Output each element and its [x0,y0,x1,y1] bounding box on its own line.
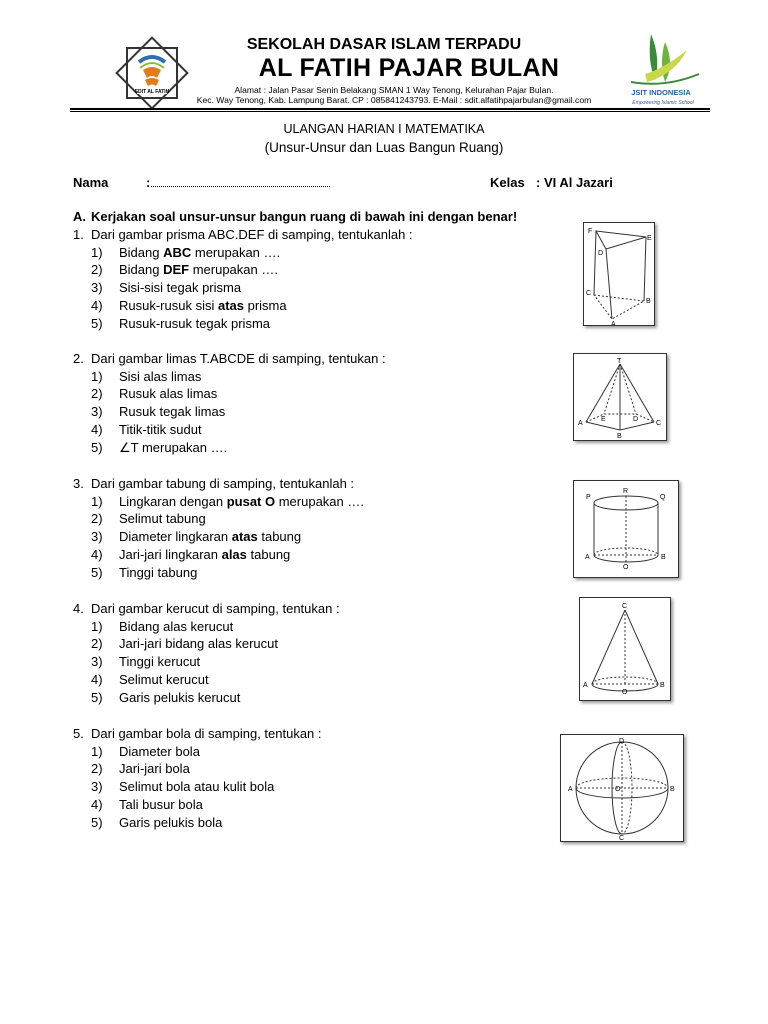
logo-left-text: SDIT AL FATIH [134,89,170,95]
sub-item-number: 3) [91,654,103,670]
prism-label-e: E [647,235,652,242]
cylinder-label-r: R [623,488,629,495]
sphere-label-a: A [568,786,573,793]
sub-item-number: 5) [91,689,103,705]
cylinder-label-p: P [586,494,591,501]
cone-label-a: A [583,682,588,689]
sphere-label-o: O [615,786,621,793]
sub-item-pre: Selimut kerucut [119,671,209,687]
sub-item-pre: ∠T merupakan …. [119,439,228,455]
prism-label-c: C [586,290,592,297]
class-label: Kelas [490,175,525,190]
sub-item-pre: Garis pelukis kerucut [119,689,241,705]
cone-figure [579,597,671,701]
sub-item-number: 1) [91,368,103,384]
sub-item-number: 4) [91,297,103,313]
sub-item-pre: Bidang alas kerucut [119,618,234,634]
sub-item-pre: Sisi alas limas [119,368,202,384]
sub-item-text [119,245,280,261]
sub-item-text [119,797,203,813]
name-colon: : [146,175,151,190]
sub-item-text [119,280,241,296]
sub-item-number: 2) [91,262,103,278]
sub-item-post: tabung [246,546,291,562]
exam-title: ULANGAN HARIAN I MATEMATIKA [283,122,485,136]
sub-item-text [119,386,217,402]
pyramid-label-t: T [617,358,622,365]
sub-item-pre: Titik-titik sudut [119,421,202,437]
pyramid-label-a: A [578,420,583,427]
sub-item-post: merupakan …. [189,262,278,278]
section-letter: A. [73,209,86,224]
sub-item-text [119,636,278,652]
class-value: : VI Al Jazari [536,175,613,190]
question-number: 1. [73,227,84,242]
sub-item-text [119,744,200,760]
sub-item-pre: Selimut bola atau kulit bola [119,779,275,795]
pyramid-label-b: B [617,433,622,440]
sub-item-text [119,672,209,688]
sub-item-number: 2) [91,386,103,402]
sub-item-text [119,298,287,314]
sub-item-number: 5) [91,315,103,331]
sub-item-number: 5) [91,564,103,580]
sub-item-number: 3) [91,529,103,545]
sub-item-pre: Rusuk-rusuk sisi [119,297,218,313]
header-rule-thick [70,108,710,110]
sub-item-pre: Diameter lingkaran [119,529,232,545]
sub-item-number: 1) [91,743,103,759]
sub-item-pre: Jari-jari bola [119,761,190,777]
cone-label-b: B [660,682,665,689]
sub-item-pre: Lingkaran dengan [119,493,227,509]
sub-item-pre: Tinggi tabung [119,564,198,580]
sub-item-number: 2) [91,761,103,777]
sub-item-bold: atas [217,297,244,313]
sub-item-bold: alas [221,546,247,562]
sub-item-pre: Garis pelukis bola [119,814,223,830]
sub-item-pre: Diameter bola [119,743,200,759]
sub-item-number: 3) [91,779,103,795]
sub-item-number: 2) [91,636,103,652]
pyramid-label-e: E [601,416,606,423]
sub-item-post: tabung [257,529,302,545]
question-number: 2. [73,351,84,366]
sub-item-number: 1) [91,244,103,260]
prism-label-a: A [611,321,616,325]
sub-item-number: 4) [91,796,103,812]
sub-item-text [119,404,225,420]
sub-item-pre: Tinggi kerucut [119,654,201,670]
sphere-label-b: B [670,786,675,793]
sub-item-text [119,440,227,456]
sub-item-number: 3) [91,404,103,420]
question-number: 3. [73,476,84,491]
sub-item-text [119,565,197,581]
sub-item-text [119,815,222,831]
sub-item-bold: atas [231,529,258,545]
cylinder-label-a: A [585,554,590,561]
sub-item-pre: Rusuk-rusuk tegak prisma [119,315,270,331]
name-blank-line[interactable] [151,186,330,187]
question-number: 4. [73,601,84,616]
sub-item-text [119,262,278,278]
sub-item-text [119,494,364,510]
sub-item-number: 3) [91,280,103,296]
sub-item-bold: ABC [163,244,192,260]
name-label: Nama [73,175,109,190]
header-rule-thin [70,111,710,112]
sub-item-text [119,761,190,777]
sub-item-number: 1) [91,493,103,509]
sub-item-number: 5) [91,439,103,455]
sub-item-number: 1) [91,618,103,634]
cylinder-label-o: O [623,564,629,571]
sub-item-number: 2) [91,511,103,527]
sub-item-text [119,654,200,670]
sub-item-pre: Sisi-sisi tegak prisma [119,280,242,296]
sub-item-number: 4) [91,421,103,437]
sub-item-text [119,511,206,527]
sub-item-bold: pusat O [226,493,276,509]
sub-item-text [119,779,274,795]
section-instruction: Kerjakan soal unsur-unsur bangun ruang di bawah ini dengan benar! [91,209,518,224]
prism-label-d: D [598,250,604,257]
logo-right-tagline: Empowering Islamic School [632,100,694,106]
pyramid-figure [573,353,667,441]
prism-label-b: B [646,298,651,305]
sub-item-text [119,422,202,438]
sub-item-bold: DEF [163,262,190,278]
school-type: SEKOLAH DASAR ISLAM TERPADU [246,36,522,53]
sphere-figure [560,734,684,842]
sub-item-pre: Bidang [119,244,164,260]
question-number: 5. [73,726,84,741]
question-text: Dari gambar tabung di samping, tentukanlah : [91,476,355,491]
cylinder-label-q: Q [660,494,666,501]
sub-item-pre: Jari-jari lingkaran [119,546,222,562]
school-name: AL FATIH PAJAR BULAN [258,54,560,82]
cylinder-figure [573,480,679,578]
sub-item-text [119,316,270,332]
sub-item-pre: Selimut tabung [119,511,206,527]
sub-item-number: 4) [91,671,103,687]
question-text: Dari gambar limas T.ABCDE di samping, tentukan : [91,351,386,366]
sub-item-pre: Rusuk tegak limas [119,404,226,420]
pyramid-label-d: D [633,416,639,423]
sub-item-post: merupakan …. [191,244,281,260]
sub-item-pre: Rusuk alas limas [119,386,218,402]
pyramid-label-c: C [656,420,662,427]
logo-right-title: JSIT INDONESIA [631,88,691,97]
sub-item-pre: Bidang [119,262,164,278]
sub-item-post: prisma [244,297,287,313]
cone-label-c: C [622,603,628,610]
sub-item-text [119,619,233,635]
school-address-line2: Kec. Way Tenong, Kab. Lampung Barat. CP : 085841243793. E-Mail : sdit.alfatihpajarbulan@gmail.com [196,95,592,105]
exam-subtitle: (Unsur-Unsur dan Luas Bangun Ruang) [264,140,504,155]
sub-item-text [119,547,290,563]
sub-item-text [119,690,240,706]
sub-item-post: merupakan …. [275,493,364,509]
cylinder-label-b: B [661,554,666,561]
cone-label-o: O [622,689,628,696]
school-address-line1: Alamat : Jalan Pasar Senin Belakang SMAN 1 Way Tenong, Kelurahan Pajar Bulan. [234,85,554,95]
sub-item-text [119,369,201,385]
sub-item-text [119,529,301,545]
school-logo-right [625,30,705,108]
sub-item-pre: Tali busur bola [119,796,203,812]
prism-label-f: F [588,228,593,235]
sphere-label-c: C [619,835,625,841]
question-text: Dari gambar kerucut di samping, tentukan : [91,601,340,616]
sphere-label-d: D [619,738,625,745]
question-text: Dari gambar prisma ABC.DEF di samping, tentukanlah : [91,227,413,242]
prism-figure [583,222,655,326]
sub-item-number: 5) [91,814,103,830]
sub-item-number: 4) [91,546,103,562]
question-text: Dari gambar bola di samping, tentukan : [91,726,322,741]
sub-item-pre: Jari-jari bidang alas kerucut [119,636,278,652]
